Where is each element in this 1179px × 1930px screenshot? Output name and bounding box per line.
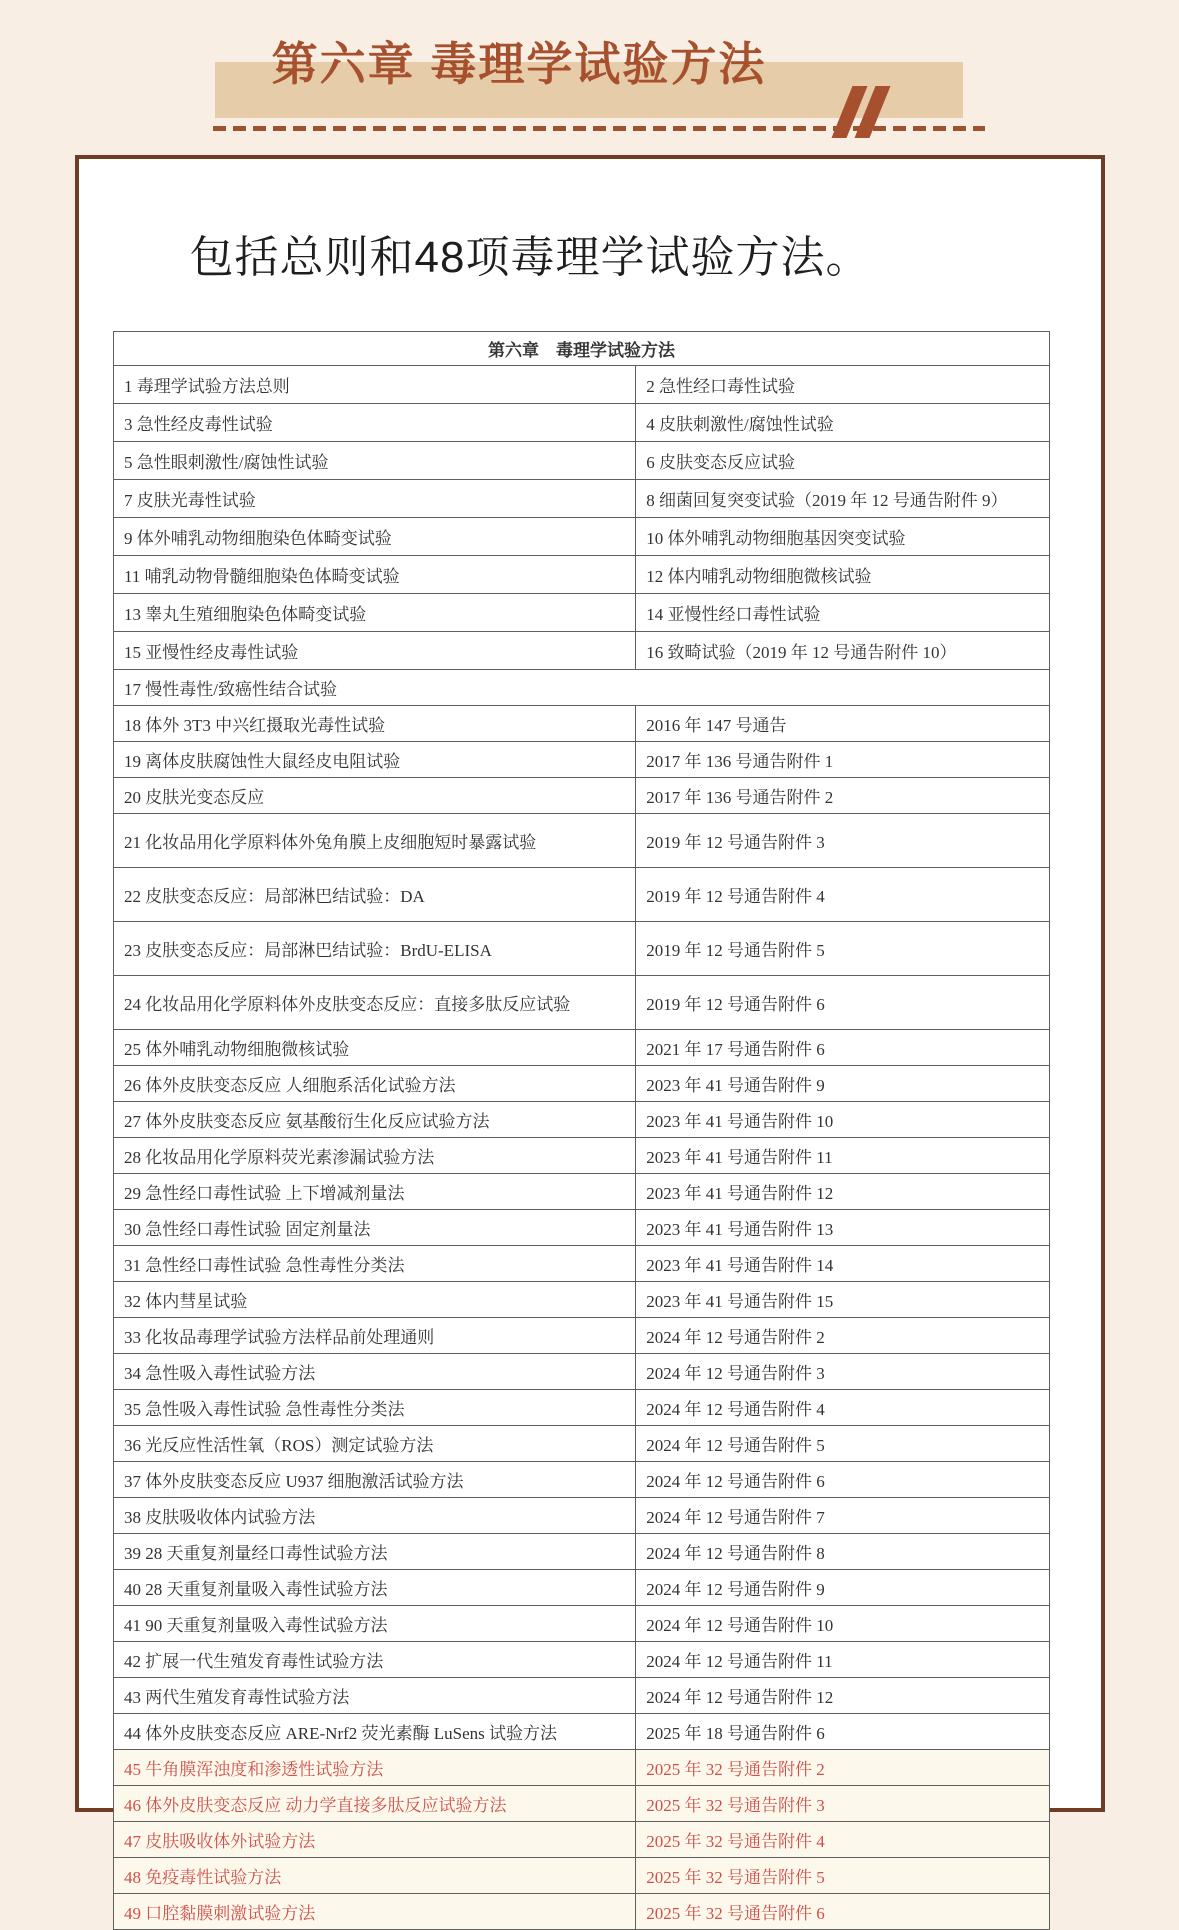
method-cell: 26 体外皮肤变态反应 人细胞系活化试验方法 (114, 1066, 636, 1102)
table-row (114, 1354, 1050, 1390)
table-row (114, 1678, 1050, 1714)
table-row (114, 670, 1050, 706)
notice-cell: 2023 年 41 号通告附件 12 (636, 1174, 1050, 1210)
notice-cell: 2025 年 18 号通告附件 6 (636, 1714, 1050, 1750)
method-cell: 14 亚慢性经口毒性试验 (636, 594, 1050, 632)
table-row (114, 1318, 1050, 1354)
table-row (114, 1858, 1050, 1894)
notice-cell: 2017 年 136 号通告附件 2 (636, 778, 1050, 814)
table-caption-row (114, 332, 1050, 366)
double-slash-icon (842, 86, 912, 138)
method-cell: 10 体外哺乳动物细胞基因突变试验 (636, 518, 1050, 556)
method-cell: 6 皮肤变态反应试验 (636, 442, 1050, 480)
table-row (114, 868, 1050, 922)
method-cell: 19 离体皮肤腐蚀性大鼠经皮电阻试验 (114, 742, 636, 778)
table-row (114, 366, 1050, 404)
methods-table-body (114, 366, 1050, 1930)
notice-cell: 2024 年 12 号通告附件 9 (636, 1570, 1050, 1606)
intro-text: 包括总则和48项毒理学试验方法。 (189, 233, 871, 282)
table-row (114, 1246, 1050, 1282)
table-row (114, 594, 1050, 632)
table-row (114, 1822, 1050, 1858)
notice-cell: 2019 年 12 号通告附件 4 (636, 868, 1050, 922)
method-cell: 25 体外哺乳动物细胞微核试验 (114, 1030, 636, 1066)
notice-cell: 2025 年 32 号通告附件 4 (636, 1822, 1050, 1858)
notice-cell: 2016 年 147 号通告 (636, 706, 1050, 742)
table-row (114, 556, 1050, 594)
method-cell: 42 扩展一代生殖发育毒性试验方法 (114, 1642, 636, 1678)
notice-cell: 2023 年 41 号通告附件 9 (636, 1066, 1050, 1102)
method-cell: 35 急性吸入毒性试验 急性毒性分类法 (114, 1390, 636, 1426)
method-cell: 7 皮肤光毒性试验 (114, 480, 636, 518)
table-row (114, 976, 1050, 1030)
method-cell: 11 哺乳动物骨髓细胞染色体畸变试验 (114, 556, 636, 594)
method-cell: 23 皮肤变态反应：局部淋巴结试验：BrdU-ELISA (114, 922, 636, 976)
method-cell: 4 皮肤刺激性/腐蚀性试验 (636, 404, 1050, 442)
notice-cell: 2019 年 12 号通告附件 5 (636, 922, 1050, 976)
notice-cell: 2025 年 32 号通告附件 3 (636, 1786, 1050, 1822)
table-row (114, 1210, 1050, 1246)
notice-cell: 2024 年 12 号通告附件 10 (636, 1606, 1050, 1642)
method-cell: 44 体外皮肤变态反应 ARE-Nrf2 荧光素酶 LuSens 试验方法 (114, 1714, 636, 1750)
notice-cell: 2024 年 12 号通告附件 11 (636, 1642, 1050, 1678)
method-cell: 32 体内彗星试验 (114, 1282, 636, 1318)
notice-cell: 2025 年 32 号通告附件 2 (636, 1750, 1050, 1786)
table-row (114, 1030, 1050, 1066)
table-row (114, 1894, 1050, 1930)
notice-cell: 2025 年 32 号通告附件 5 (636, 1858, 1050, 1894)
table-row (114, 1786, 1050, 1822)
method-cell: 12 体内哺乳动物细胞微核试验 (636, 556, 1050, 594)
notice-cell: 2024 年 12 号通告附件 4 (636, 1390, 1050, 1426)
table-row (114, 1714, 1050, 1750)
method-cell: 30 急性经口毒性试验 固定剂量法 (114, 1210, 636, 1246)
notice-cell: 2024 年 12 号通告附件 7 (636, 1498, 1050, 1534)
method-cell: 49 口腔黏膜刺激试验方法 (114, 1894, 636, 1930)
notice-cell: 2017 年 136 号通告附件 1 (636, 742, 1050, 778)
notice-cell: 2024 年 12 号通告附件 3 (636, 1354, 1050, 1390)
table-row (114, 1174, 1050, 1210)
notice-cell: 2024 年 12 号通告附件 5 (636, 1426, 1050, 1462)
method-cell: 41 90 天重复剂量吸入毒性试验方法 (114, 1606, 636, 1642)
method-cell: 8 细菌回复突变试验（2019 年 12 号通告附件 9） (636, 480, 1050, 518)
notice-cell: 2024 年 12 号通告附件 8 (636, 1534, 1050, 1570)
method-cell: 47 皮肤吸收体外试验方法 (114, 1822, 636, 1858)
table-row (114, 1390, 1050, 1426)
notice-cell: 2023 年 41 号通告附件 13 (636, 1210, 1050, 1246)
table-row (114, 518, 1050, 556)
method-cell: 15 亚慢性经皮毒性试验 (114, 632, 636, 670)
notice-cell: 2025 年 32 号通告附件 6 (636, 1894, 1050, 1930)
notice-cell: 2023 年 41 号通告附件 14 (636, 1246, 1050, 1282)
content-box (75, 155, 1105, 1923)
table-row (114, 706, 1050, 742)
method-cell: 2 急性经口毒性试验 (636, 366, 1050, 404)
method-cell: 40 28 天重复剂量吸入毒性试验方法 (114, 1570, 636, 1606)
table-row (114, 1138, 1050, 1174)
table-row (114, 1462, 1050, 1498)
table-row (114, 922, 1050, 976)
method-cell: 3 急性经皮毒性试验 (114, 404, 636, 442)
notice-cell: 2024 年 12 号通告附件 12 (636, 1678, 1050, 1714)
method-cell: 37 体外皮肤变态反应 U937 细胞激活试验方法 (114, 1462, 636, 1498)
table-row (114, 1570, 1050, 1606)
method-cell: 34 急性吸入毒性试验方法 (114, 1354, 636, 1390)
method-cell: 21 化妆品用化学原料体外兔角膜上皮细胞短时暴露试验 (114, 814, 636, 868)
table-row (114, 632, 1050, 670)
table-row (114, 1534, 1050, 1570)
notice-cell: 2023 年 41 号通告附件 10 (636, 1102, 1050, 1138)
method-cell: 33 化妆品毒理学试验方法样品前处理通则 (114, 1318, 636, 1354)
method-cell: 16 致畸试验（2019 年 12 号通告附件 10） (636, 632, 1050, 670)
table-row (114, 814, 1050, 868)
table-row (114, 480, 1050, 518)
method-cell: 22 皮肤变态反应：局部淋巴结试验：DA (114, 868, 636, 922)
method-cell: 39 28 天重复剂量经口毒性试验方法 (114, 1534, 636, 1570)
table-row (114, 778, 1050, 814)
notice-cell: 2019 年 12 号通告附件 3 (636, 814, 1050, 868)
method-cell: 18 体外 3T3 中兴红摄取光毒性试验 (114, 706, 636, 742)
methods-table (113, 331, 1050, 1930)
table-row (114, 1642, 1050, 1678)
method-cell: 43 两代生殖发育毒性试验方法 (114, 1678, 636, 1714)
method-cell: 28 化妆品用化学原料荧光素渗漏试验方法 (114, 1138, 636, 1174)
table-row (114, 1498, 1050, 1534)
table-row (114, 1750, 1050, 1786)
notice-cell: 2024 年 12 号通告附件 2 (636, 1318, 1050, 1354)
method-cell: 29 急性经口毒性试验 上下增减剂量法 (114, 1174, 636, 1210)
table-row (114, 1066, 1050, 1102)
notice-cell: 2019 年 12 号通告附件 6 (636, 976, 1050, 1030)
table-row (114, 1282, 1050, 1318)
page-title: 第六章 毒理学试验方法 (271, 38, 767, 90)
method-cell: 45 牛角膜浑浊度和渗透性试验方法 (114, 1750, 636, 1786)
notice-cell: 2024 年 12 号通告附件 6 (636, 1462, 1050, 1498)
method-cell: 36 光反应性活性氧（ROS）测定试验方法 (114, 1426, 636, 1462)
method-cell: 1 毒理学试验方法总则 (114, 366, 636, 404)
table-row (114, 1102, 1050, 1138)
method-cell: 48 免疫毒性试验方法 (114, 1858, 636, 1894)
table-caption: 第六章 毒理学试验方法 (114, 332, 1050, 366)
method-cell: 24 化妆品用化学原料体外皮肤变态反应：直接多肽反应试验 (114, 976, 636, 1030)
method-cell: 13 睾丸生殖细胞染色体畸变试验 (114, 594, 636, 632)
method-cell: 9 体外哺乳动物细胞染色体畸变试验 (114, 518, 636, 556)
method-cell: 38 皮肤吸收体内试验方法 (114, 1498, 636, 1534)
method-cell: 17 慢性毒性/致癌性结合试验 (114, 670, 1050, 706)
method-cell: 27 体外皮肤变态反应 氨基酸衍生化反应试验方法 (114, 1102, 636, 1138)
table-row (114, 1426, 1050, 1462)
notice-cell: 2021 年 17 号通告附件 6 (636, 1030, 1050, 1066)
method-cell: 46 体外皮肤变态反应 动力学直接多肽反应试验方法 (114, 1786, 636, 1822)
table-row (114, 442, 1050, 480)
table-row (114, 404, 1050, 442)
method-cell: 5 急性眼刺激性/腐蚀性试验 (114, 442, 636, 480)
table-row (114, 742, 1050, 778)
method-cell: 20 皮肤光变态反应 (114, 778, 636, 814)
notice-cell: 2023 年 41 号通告附件 15 (636, 1282, 1050, 1318)
table-row (114, 1606, 1050, 1642)
method-cell: 31 急性经口毒性试验 急性毒性分类法 (114, 1246, 636, 1282)
notice-cell: 2023 年 41 号通告附件 11 (636, 1138, 1050, 1174)
